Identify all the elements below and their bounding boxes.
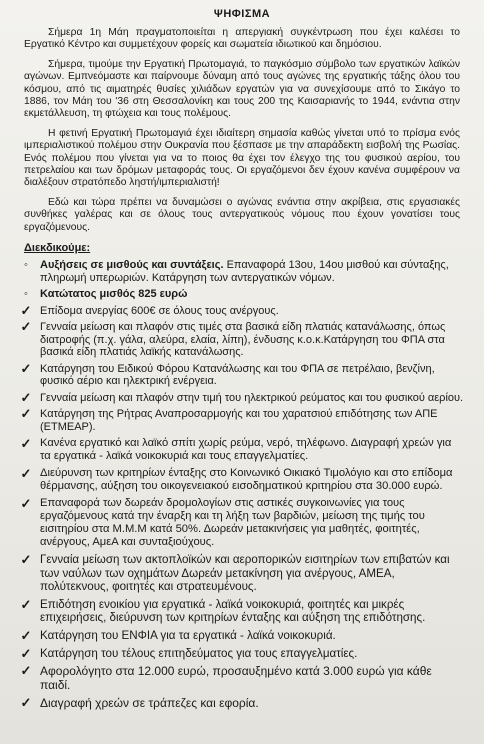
checkmark-icon: ✓ xyxy=(20,436,32,452)
list-item xyxy=(18,696,464,710)
checkmark-icon: ✓ xyxy=(20,389,32,405)
claim-text: Επαναφορά 13ου, 14ου μισθού και σύνταξης, πληρωμή υπερωριών. Κατάργηση των αντεργατικών νόμων. xyxy=(40,259,449,284)
paragraph-struggle: Εδώ και τώρα πρέπει να δυναμώσει ο αγώνας ενάντια στην ακρίβεια, στις εργασιακές συνθήκες γαλέρας και σε όλους τους αντεργατικούς νόμους που έχουν γονατίσει τους εργαζόμενους. xyxy=(24,196,460,233)
claim-text: Επιδότηση ενοικίου για εργατικά - λαϊκά νοικοκυριά, φοιτητές και μικρές επιχειρήσεις, διεύρυνση των κριτηρίων ένταξης και αύξηση της επιδότησης. xyxy=(40,597,426,625)
list-item xyxy=(18,302,464,318)
checkmark-icon: ✓ xyxy=(20,302,32,318)
list-item xyxy=(18,664,464,692)
claim-text: Διαγραφή χρεών σε τράπεζες και εφορία. xyxy=(40,696,259,711)
checkmark-icon: ✓ xyxy=(20,645,32,661)
claim-text: Κατάργηση του ΕΝΦΙΑ για τα εργατικά - λαϊκά νοικοκυριά. xyxy=(40,629,336,643)
claims-list xyxy=(0,259,484,710)
paragraph-war: Η φετινή Εργατική Πρωτομαγιά έχει ιδιαίτερη σημασία καθώς γίνεται υπό το πρίσμα ενός ιμπεριαλιστικού πολέμου στην Ουκρανία που ξέσπασε με την απαράδεκτη εισβολή της Ρωσίας. Ενός πολέμου που γίνεται για να το ποιος θα έχει τον έλεγχο της του φυσικού αερίου, του πετρελαίου και των δρόμων μεταφοράς τους. Οι εργαζόμενοι δεν έχουν κανένα συμφέρουν να διαλέξουν στρατόπεδο ληστή/ιμπεριαλιστή! xyxy=(24,127,460,189)
claim-text: Διεύρυνση των κριτηρίων ένταξης στο Κοινωνικό Οικιακό Τιμολόγιο και στο επίδομα θέρμανσης, αύξηση του οικογενειακού εισοδηματικού κριτηρίου στα 30.000 ευρώ. xyxy=(40,467,453,493)
list-item xyxy=(18,467,464,493)
list-item xyxy=(18,437,464,463)
list-item xyxy=(18,360,464,388)
list-item xyxy=(18,598,464,625)
claim-text: Επαναφορά των δωρεάν δρομολογίων στις αστικές συγκοινωνίες για τους εργαζόμενους κατά την έναρξη και τη λήξη των βαρδιών, μείωση της τιμής του εισιτηρίου στα Μ.Μ.Μ κατά 50%. Δωρεάν μετακινήσεις για μαθητές, φοιτητές, ανέργους, ΑμεΑ και συνταξιούχους. xyxy=(40,497,425,549)
list-item xyxy=(18,408,464,433)
document-title: ΨΗΦΙΣΜΑ xyxy=(213,8,271,20)
claims-heading: Διεκδικούμε: xyxy=(24,242,91,255)
checkmark-icon: ✓ xyxy=(20,663,32,679)
checkmark-icon: ✓ xyxy=(20,695,32,711)
checkmark-icon: ✓ xyxy=(20,596,32,612)
claim-text: Κατάργηση του τέλους επιτηδεύματος για τους επαγγελματίες. xyxy=(40,646,358,660)
list-item xyxy=(18,259,464,284)
claim-text: Γενναία μείωση και πλαφόν στις τιμές στα βασικά είδη πλατιάς κατανάλωσης, όπως διατροφής (π.χ. γάλα, αλεύρα, ελαία, λίπη), ένδυσης κ.ο.κ.Κατάργηση του ΦΠΑ στα βασικά είδη πλατιάς λαϊκής κατανάλωσης. xyxy=(40,321,446,359)
list-item xyxy=(18,497,464,549)
list-item xyxy=(18,321,464,359)
circle-bullet-icon: ◦ xyxy=(24,288,28,301)
checkmark-icon: ✓ xyxy=(20,628,32,644)
checkmark-icon: ✓ xyxy=(20,496,32,512)
list-item xyxy=(18,389,464,405)
list-item xyxy=(18,553,464,594)
claim-strong: Κατώτατος μισθός 825 ευρώ xyxy=(40,288,188,301)
checkmark-icon: ✓ xyxy=(20,319,32,335)
circle-bullet-icon: ◦ xyxy=(24,259,28,272)
claim-text: Κανένα εργατικό και λαϊκό σπίτι χωρίς ρεύμα, νερό, τηλέφωνο. Διαγραφή χρεών για τα εργατικά - λαϊκά νοικοκυριά και τους επαγγελματίες. xyxy=(40,437,452,463)
checkmark-icon: ✓ xyxy=(20,406,32,422)
paragraph-intro: Σήμερα 1η Μάη πραγματοποιείται η απεργιακή συγκέντρωση που έχει καλέσει το Εργατικό Κέντρο και συμμετέχουν φορείς και σωματεία ιδιωτικού και δημόσιου. xyxy=(24,27,460,51)
claim-text: Κατάργηση του Ειδικού Φόρου Κατανάλωσης και του ΦΠΑ σε πετρέλαιο, βενζίνη, φυσικό αέριο και ηλεκτρική ενέργεια. xyxy=(40,362,435,388)
checkmark-icon: ✓ xyxy=(20,552,32,568)
claim-text: Γενναία μείωση και πλαφόν στην τιμή του ηλεκτρικού ρεύματος και του φυσικού αερίου. xyxy=(40,391,464,404)
claim-text: Επίδομα ανεργίας 600€ σε όλους τους ανέργους. xyxy=(40,304,279,317)
claim-text: Αφορολόγητο στα 12.000 ευρώ, προσαυξημένο κατά 3.000 ευρώ για κάθε παιδί. xyxy=(40,664,432,693)
claim-text: Κατάργηση της Ρήτρας Αναπροσαρμογής και του χαρατσιού επιδότησης των ΑΠΕ (ΕΤΜΕΑΡ). xyxy=(40,408,438,433)
checkmark-icon: ✓ xyxy=(20,466,32,482)
list-item xyxy=(18,629,464,643)
checkmark-icon: ✓ xyxy=(20,360,32,376)
paragraph-mayday: Σήμερα, τιμούμε την Εργατική Πρωτομαγιά, το παγκόσμιο σύμβολο των εργατικών λαϊκών αγώνων. Εμπνεόμαστε και παίρνουμε δύναμη από τους αγώνες της εργατικής τάξης όλου του κόσμου, από τις αιματηρές θυσίες χιλιάδων εργατών για να συνεχίσουμε από το Σικάγο το 1886, τον Μάη του '36 στη Θεσσαλονίκη και τους 200 της Καισαριανής το 1944, ενάντια στην εκμετάλλευση, τη φτώχεια και τους πολέμους. xyxy=(24,58,460,120)
list-item xyxy=(18,288,464,301)
list-item xyxy=(18,647,464,661)
claim-strong: Αυξήσεις σε μισθούς και συντάξεις. xyxy=(40,259,224,272)
claim-text: Γενναία μείωση των ακτοπλοϊκών και αεροπορικών εισιτηρίων των επιβατών και των ναύλων των οχημάτων Δωρεάν μετακίνηση για ανέργους, ΑΜΕΑ, πολύτεκνους, φοιτητές και στρατευμένους. xyxy=(40,553,450,594)
